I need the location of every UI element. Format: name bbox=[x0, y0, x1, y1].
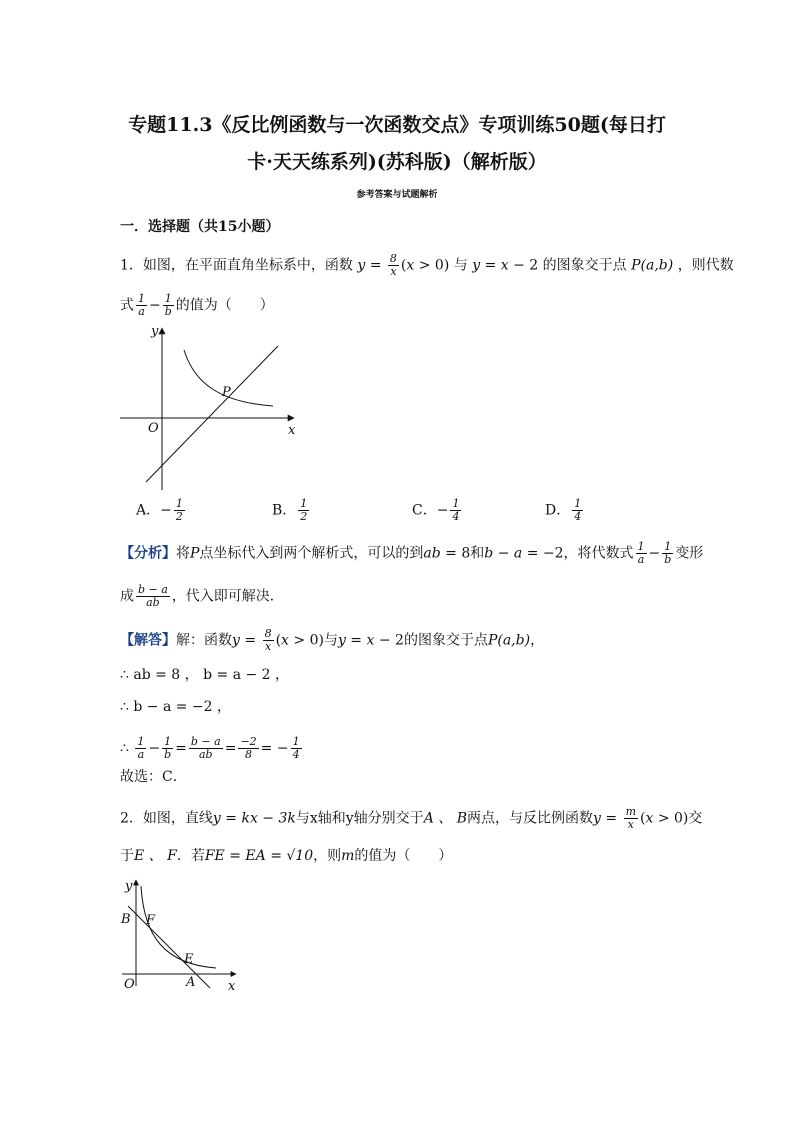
q1-analysis-line2: 成 $\frac{b - a}{ab}$ ，代入即可解决． bbox=[120, 583, 284, 609]
q2-label-x: x bbox=[228, 979, 236, 994]
q2-label-a: A bbox=[186, 975, 196, 990]
q2-label-e: E bbox=[184, 952, 194, 967]
q1-stem-line2: 式 $\frac{1}{a}$ − $\frac{1}{b}$ 的值为（ ） bbox=[120, 292, 274, 318]
q2-linear-graph bbox=[128, 906, 210, 988]
q1-option-b[interactable]: B． $\frac{1}{2}$ bbox=[272, 497, 308, 523]
q2-graph bbox=[114, 876, 244, 996]
q1-step1: ∴ ab = 8 ， b = a − 2 ， bbox=[120, 667, 290, 683]
q1-option-a[interactable]: A．− $\frac{1}{2}$ bbox=[136, 497, 183, 523]
q2-label-y: y bbox=[125, 879, 133, 894]
q2-label-b: B bbox=[121, 912, 131, 927]
page-subtitle: 参考答案与试题解析 bbox=[356, 190, 438, 200]
q1-answer: 故选：C． bbox=[120, 769, 187, 785]
q1-step3: ∴ $\frac{1}{a}$ − $\frac{1}{b}$ = $\frac{b - a}{ab}$ = $\frac{-2}{8}$ = − $\frac{1}{4}$ bbox=[120, 735, 300, 761]
q1-graph bbox=[118, 322, 318, 492]
q2-label-o: O bbox=[124, 977, 135, 992]
page-title-line2: 卡·天天练系列)(苏科版)（解析版） bbox=[247, 151, 547, 173]
q1-step2: ∴ b − a = −2 ， bbox=[120, 699, 232, 715]
q1-option-c[interactable]: C．− $\frac{1}{4}$ bbox=[412, 497, 460, 523]
q1-option-d[interactable]: D． $\frac{1}{4}$ bbox=[545, 497, 582, 523]
section-heading: 一．选择题（共15小题） bbox=[120, 219, 280, 235]
q1-label-p: P bbox=[222, 385, 231, 400]
q1-analysis-line1: 【分析】将P点坐标代入到两个解析式，可以的到ab = 8和b − a = −2，将代数式 $\frac{1}{a}$ − $\frac{1}{b}$ 变形 bbox=[120, 540, 704, 566]
q2-stem-line2: 于E 、 F．若FE = EA = √10，则m的值为（ ） bbox=[120, 848, 453, 864]
q1-solution-line1: 【解答】解：函数y = $\frac{8}{x}$ (x > 0)与y = x − 2的图象交于点P(a,b)， bbox=[120, 627, 545, 653]
q1-label-x: x bbox=[288, 423, 296, 438]
q1-label-y: y bbox=[151, 324, 159, 339]
q1-stem-line1: 1．如图，在平面直角坐标系中，函数 y = $\frac{8}{x}$ (x > 0) 与 y = x − 2 的图象交于点 P(a,b) ，则代数 bbox=[120, 252, 734, 278]
q2-stem-line1: 2．如图，直线y = kx − 3k与x轴和y轴分别交于A 、 B两点，与反比例函数y = $\frac{m}{x}$ (x > 0)交 bbox=[120, 805, 703, 831]
page-title-line1: 专题11.3《反比例函数与一次函数交点》专项训练50题(每日打 bbox=[128, 114, 666, 136]
q1-label-o: O bbox=[148, 421, 159, 436]
q1-linear-graph bbox=[146, 346, 278, 482]
q2-label-f: F bbox=[146, 913, 156, 928]
q1-func1-fraction: $\frac{8}{x}$ bbox=[389, 252, 397, 278]
